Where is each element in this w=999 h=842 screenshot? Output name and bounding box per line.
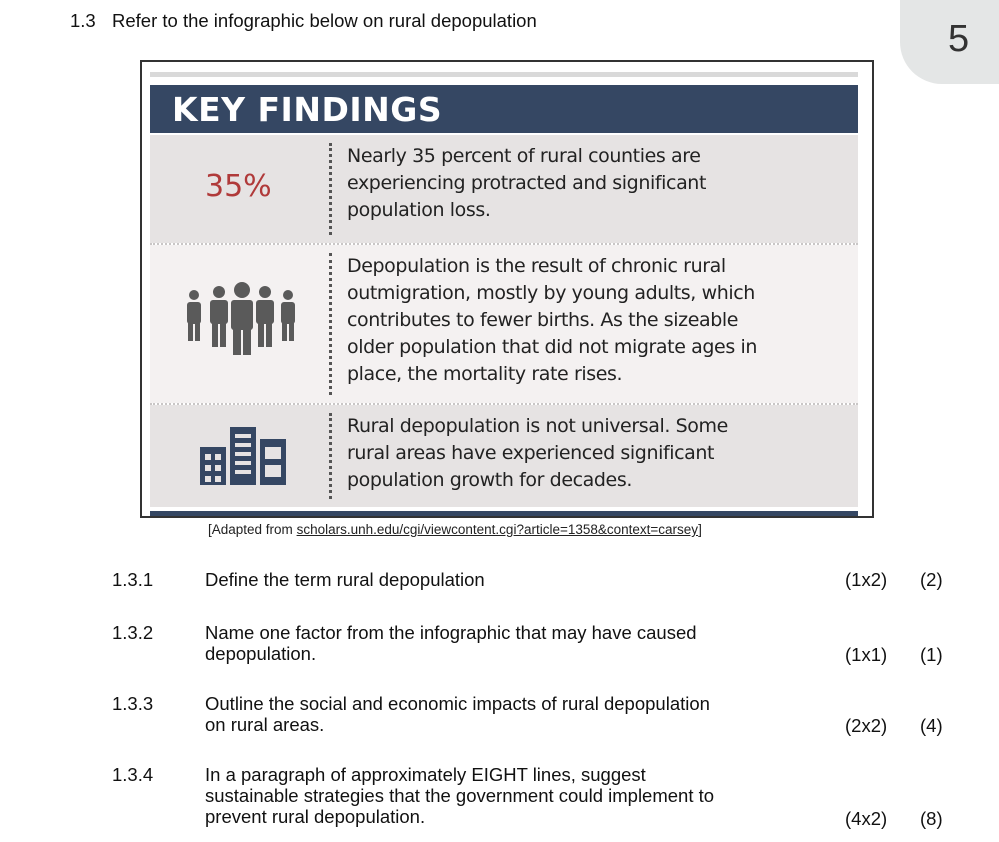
finding-row-3 [150, 405, 858, 507]
text-line: Name one factor from the infographic that may have caused [205, 622, 697, 643]
caption-prefix: [Adapted from [208, 522, 297, 537]
buildings-icon [198, 421, 290, 492]
text-line: contributes to fewer births. As the sizeable [347, 309, 739, 331]
question-text [205, 569, 815, 590]
text-line: Depopulation is the result of chronic rural [347, 255, 726, 277]
percent-stat: 35% [205, 169, 272, 204]
mark-allocation: (1x2) [845, 569, 888, 590]
source-caption [208, 522, 702, 537]
text-line: sustainable strategies that the government could implement to [205, 785, 715, 806]
question-number: 1.3.2 [112, 622, 154, 643]
mark-total: (4) [920, 715, 943, 736]
text-line: place, the mortality rate rises. [347, 363, 623, 385]
question-text [205, 764, 815, 827]
infographic-title: KEY FINDINGS [172, 90, 443, 129]
page-number: 5 [948, 18, 970, 60]
text-line: population growth for decades. [347, 469, 632, 491]
finding-row-2 [150, 245, 858, 403]
source-link[interactable]: scholars.unh.edu/cgi/viewcontent.cgi?article=1358&context=carsey [296, 522, 699, 537]
text-line: older population that did not migrate ages in [347, 336, 758, 358]
finding-text-1 [347, 143, 844, 224]
question-text [205, 622, 815, 664]
text-line: outmigration, mostly by young adults, which [347, 282, 755, 304]
question-number: 1.3.4 [112, 764, 154, 785]
caption-suffix: ] [698, 522, 702, 537]
question-number: 1.3 [70, 10, 96, 31]
finding-row-1 [150, 135, 858, 243]
top-stripe [150, 72, 858, 77]
text-line: on rural areas. [205, 714, 325, 735]
dotted-divider [329, 143, 332, 235]
mark-total: (8) [920, 808, 943, 829]
text-line: Nearly 35 percent of rural counties are [347, 145, 701, 167]
text-line: In a paragraph of approximately EIGHT lines, suggest [205, 764, 646, 785]
text-line: prevent rural depopulation. [205, 806, 426, 827]
text-line: Outline the social and economic impacts of rural depopulation [205, 693, 710, 714]
text-line: Rural depopulation is not universal. Some [347, 415, 728, 437]
mark-total: (1) [920, 644, 943, 665]
mark-total: (2) [920, 569, 943, 590]
dotted-divider [329, 413, 332, 499]
dotted-divider [329, 253, 332, 395]
infographic-header [150, 85, 858, 133]
text-line: population loss. [347, 199, 491, 221]
question-text [205, 693, 815, 735]
finding-text-2 [347, 253, 844, 388]
infographic [140, 60, 874, 518]
text-line: rural areas have experienced significant [347, 442, 715, 464]
mark-allocation: (1x1) [845, 644, 888, 665]
mark-allocation: (4x2) [845, 808, 888, 829]
people-group-icon [178, 281, 298, 366]
text-line: Define the term rural depopulation [205, 569, 485, 590]
question-number: 1.3.1 [112, 569, 154, 590]
text-line: depopulation. [205, 643, 317, 664]
finding-text-3 [347, 413, 844, 494]
question-number: 1.3.3 [112, 693, 154, 714]
bottom-bar [150, 511, 858, 516]
question-text: Refer to the infographic below on rural depopulation [112, 10, 537, 31]
mark-allocation: (2x2) [845, 715, 888, 736]
text-line: experiencing protracted and significant [347, 172, 707, 194]
